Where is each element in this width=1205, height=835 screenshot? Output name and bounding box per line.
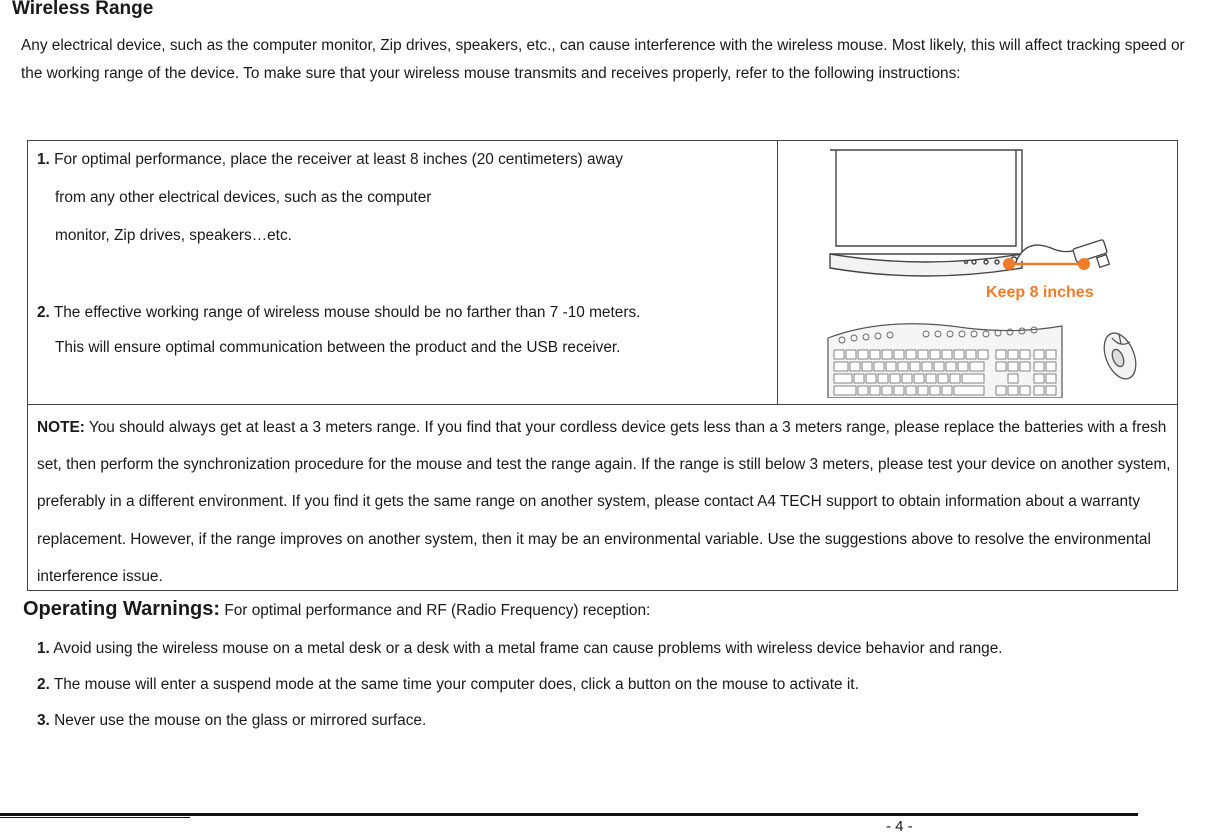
keep-distance-label: Keep 8 inches <box>986 284 1094 301</box>
warning-item-2 <box>37 676 859 694</box>
note-text: You should always get at least a 3 meters range. If you find that your cordless device gets less than a 3 meters range, please replace the batteries with a fresh set, then perform the synchronization procedure for the mouse and test the range again. If the range is still below 3 meters, please test your device on another system, preferably in a different environment. If you find it gets the same range on another system, please contact A4 TECH support to obtain information about a warranty replacement. However, if the range improves on another system, then it may be an environmental variable. Use the suggestions above to resolve the environmental interference issue. <box>37 419 1171 585</box>
monitor-icon <box>830 150 1022 276</box>
warning-item-1 <box>37 640 1003 658</box>
note-paragraph <box>37 409 1175 595</box>
warning-3-number: 3. <box>37 712 50 729</box>
operating-warnings-heading <box>23 598 650 621</box>
warning-3-text: Never use the mouse on the glass or mirrored surface. <box>54 712 427 729</box>
table-divider-vertical <box>777 140 778 404</box>
warning-item-3 <box>37 712 426 730</box>
tip-2-number: 2. <box>37 304 50 321</box>
tip-1-line-2: from any other electrical devices, such as the computer <box>55 189 432 206</box>
tip-1-line-3: monitor, Zip drives, speakers…etc. <box>55 227 292 244</box>
receiver-placement-illustration <box>826 148 1146 398</box>
warning-1-number: 1. <box>37 640 50 657</box>
warning-2-number: 2. <box>37 676 50 693</box>
tip-2-text: The effective working range of wireless mouse should be no farther than 7 -10 meters. <box>53 304 641 321</box>
page-number: - 4 - <box>886 818 913 835</box>
footer-rule-thin <box>0 817 190 818</box>
tip-1-text: For optimal performance, place the receiver at least 8 inches (20 centimeters) away <box>54 151 623 168</box>
note-label: NOTE: <box>37 419 85 436</box>
mouse-icon <box>1098 329 1142 384</box>
footer-rule <box>0 813 1138 816</box>
tip-1-line-1 <box>37 138 623 181</box>
keyboard-icon <box>828 324 1062 398</box>
tip-1-number: 1. <box>37 151 50 168</box>
operating-warnings-subtitle: For optimal performance and RF (Radio Frequency) reception: <box>224 602 651 619</box>
table-divider-horizontal <box>27 404 1178 405</box>
intro-paragraph: Any electrical device, such as the computer monitor, Zip drives, speakers, etc., can cause interference with the wireless mouse. Most likely, this will affect tracking speed or the working range of the device. To make sure that your wireless mouse transmits and receives properly, refer to the following instructions: <box>21 37 1185 82</box>
warning-1-text: Avoid using the wireless mouse on a metal desk or a desk with a metal frame can cause problems with wireless device behavior and range. <box>53 640 1003 657</box>
operating-warnings-title: Operating Warnings: <box>23 598 221 620</box>
tip-2-line-2: This will ensure optimal communication between the product and the USB receiver. <box>55 339 621 356</box>
section-title: Wireless Range <box>12 0 154 19</box>
warning-2-text: The mouse will enter a suspend mode at the same time your computer does, click a button on the mouse to activate it. <box>53 676 859 693</box>
